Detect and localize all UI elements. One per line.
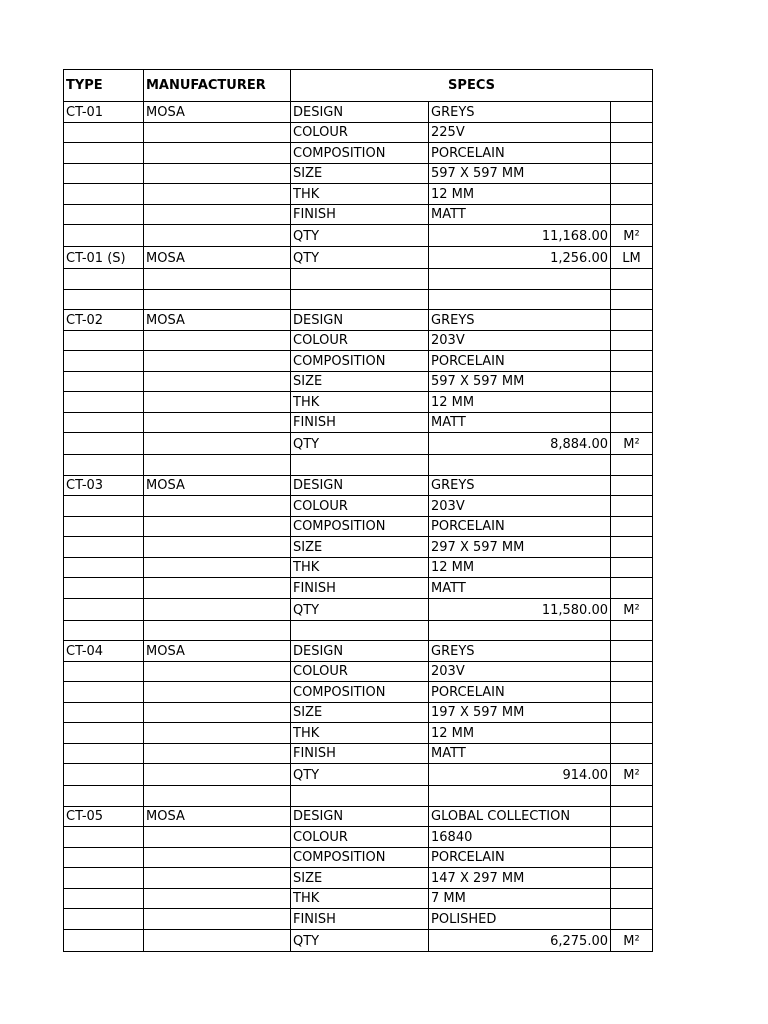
spec-label-cell: THK xyxy=(291,557,429,578)
manufacturer-cell xyxy=(144,351,291,372)
type-cell: CT-05 xyxy=(64,806,144,827)
spec-label-cell xyxy=(291,455,429,476)
table-row xyxy=(64,102,653,123)
spec-label-cell: QTY xyxy=(291,433,429,455)
spec-label-cell: FINISH xyxy=(291,204,429,225)
spec-value-cell: PORCELAIN xyxy=(429,847,611,868)
type-cell xyxy=(64,184,144,205)
spec-label-cell: FINISH xyxy=(291,412,429,433)
spec-value-cell: 12 MM xyxy=(429,184,611,205)
unit-cell: M² xyxy=(611,598,653,620)
spec-value-cell: MATT xyxy=(429,204,611,225)
table-row xyxy=(64,247,653,269)
spec-label-cell: SIZE xyxy=(291,537,429,558)
manufacturer-cell xyxy=(144,289,291,310)
manufacturer-cell xyxy=(144,204,291,225)
spec-value-cell: POLISHED xyxy=(429,909,611,930)
manufacturer-cell xyxy=(144,786,291,807)
manufacturer-cell: MOSA xyxy=(144,310,291,331)
spec-value-cell: 1,256.00 xyxy=(429,247,611,269)
manufacturer-cell xyxy=(144,516,291,537)
type-cell xyxy=(64,786,144,807)
type-cell xyxy=(64,433,144,455)
table-row xyxy=(64,475,653,496)
type-cell xyxy=(64,682,144,703)
spec-label-cell xyxy=(291,786,429,807)
table-row xyxy=(64,122,653,143)
unit-cell: LM xyxy=(611,247,653,269)
unit-cell xyxy=(611,578,653,599)
spec-label-cell: QTY xyxy=(291,929,429,951)
spec-label-cell: THK xyxy=(291,723,429,744)
manufacturer-cell: MOSA xyxy=(144,247,291,269)
unit-cell xyxy=(611,475,653,496)
table-row xyxy=(64,412,653,433)
spec-label-cell: COMPOSITION xyxy=(291,143,429,164)
unit-cell xyxy=(611,496,653,517)
manufacturer-cell xyxy=(144,578,291,599)
unit-cell xyxy=(611,620,653,641)
spec-value-cell: 16840 xyxy=(429,827,611,848)
manufacturer-cell xyxy=(144,496,291,517)
table-row xyxy=(64,496,653,517)
table-row xyxy=(64,598,653,620)
spec-value-cell: GREYS xyxy=(429,102,611,123)
tile-schedule-table xyxy=(63,69,653,952)
manufacturer-cell xyxy=(144,433,291,455)
unit-cell xyxy=(611,537,653,558)
spec-value-cell: 597 X 597 MM xyxy=(429,371,611,392)
manufacturer-cell xyxy=(144,723,291,744)
type-cell xyxy=(64,496,144,517)
spec-label-cell: THK xyxy=(291,888,429,909)
unit-cell xyxy=(611,204,653,225)
spec-value-cell: 297 X 597 MM xyxy=(429,537,611,558)
manufacturer-cell xyxy=(144,764,291,786)
table-row xyxy=(64,537,653,558)
unit-cell xyxy=(611,455,653,476)
manufacturer-cell: MOSA xyxy=(144,806,291,827)
manufacturer-cell xyxy=(144,888,291,909)
type-cell xyxy=(64,330,144,351)
unit-cell xyxy=(611,412,653,433)
spec-value-cell: GREYS xyxy=(429,310,611,331)
type-cell xyxy=(64,392,144,413)
spec-value-cell: 8,884.00 xyxy=(429,433,611,455)
manufacturer-cell xyxy=(144,847,291,868)
manufacturer-cell xyxy=(144,682,291,703)
spec-label-cell: SIZE xyxy=(291,702,429,723)
spec-value-cell: GREYS xyxy=(429,641,611,662)
unit-cell: M² xyxy=(611,764,653,786)
spec-value-cell xyxy=(429,620,611,641)
spec-label-cell: DESIGN xyxy=(291,641,429,662)
spec-value-cell xyxy=(429,455,611,476)
table-row xyxy=(64,184,653,205)
table-row xyxy=(64,578,653,599)
spec-label-cell: THK xyxy=(291,184,429,205)
spec-label-cell xyxy=(291,289,429,310)
spec-value-cell: PORCELAIN xyxy=(429,351,611,372)
table-row xyxy=(64,847,653,868)
spec-value-cell xyxy=(429,786,611,807)
type-cell xyxy=(64,371,144,392)
manufacturer-cell xyxy=(144,122,291,143)
table-row xyxy=(64,269,653,290)
type-cell xyxy=(64,289,144,310)
unit-cell xyxy=(611,330,653,351)
spec-value-cell: 203V xyxy=(429,330,611,351)
unit-cell: M² xyxy=(611,433,653,455)
table-row xyxy=(64,225,653,247)
unit-cell xyxy=(611,702,653,723)
table-row xyxy=(64,868,653,889)
type-cell xyxy=(64,702,144,723)
spec-value-cell: 147 X 297 MM xyxy=(429,868,611,889)
unit-cell: M² xyxy=(611,929,653,951)
unit-cell xyxy=(611,371,653,392)
spec-value-cell: 203V xyxy=(429,661,611,682)
table-row xyxy=(64,641,653,662)
type-cell xyxy=(64,351,144,372)
manufacturer-cell: MOSA xyxy=(144,475,291,496)
type-cell xyxy=(64,225,144,247)
type-cell xyxy=(64,455,144,476)
table-row xyxy=(64,330,653,351)
table-row xyxy=(64,743,653,764)
type-cell xyxy=(64,847,144,868)
spec-value-cell: 7 MM xyxy=(429,888,611,909)
spec-label-cell: QTY xyxy=(291,598,429,620)
table-row xyxy=(64,786,653,807)
spec-label-cell: DESIGN xyxy=(291,310,429,331)
unit-cell xyxy=(611,661,653,682)
spec-value-cell: MATT xyxy=(429,578,611,599)
table-row xyxy=(64,516,653,537)
manufacturer-cell xyxy=(144,143,291,164)
unit-cell xyxy=(611,743,653,764)
unit-cell xyxy=(611,269,653,290)
table-row xyxy=(64,682,653,703)
type-cell xyxy=(64,620,144,641)
spec-label-cell: FINISH xyxy=(291,909,429,930)
spec-value-cell: 11,580.00 xyxy=(429,598,611,620)
type-cell xyxy=(64,723,144,744)
unit-cell xyxy=(611,289,653,310)
unit-cell xyxy=(611,827,653,848)
spec-value-cell: 6,275.00 xyxy=(429,929,611,951)
type-cell: CT-02 xyxy=(64,310,144,331)
unit-cell xyxy=(611,557,653,578)
type-cell xyxy=(64,764,144,786)
spec-label-cell: SIZE xyxy=(291,868,429,889)
table-row xyxy=(64,204,653,225)
unit-cell xyxy=(611,163,653,184)
unit-cell xyxy=(611,847,653,868)
unit-cell xyxy=(611,516,653,537)
type-cell xyxy=(64,929,144,951)
spec-label-cell: FINISH xyxy=(291,578,429,599)
table-row xyxy=(64,557,653,578)
header-type: TYPE xyxy=(64,70,144,102)
spec-label-cell: QTY xyxy=(291,764,429,786)
spec-value-cell: 12 MM xyxy=(429,723,611,744)
manufacturer-cell xyxy=(144,184,291,205)
table-row xyxy=(64,929,653,951)
manufacturer-cell xyxy=(144,412,291,433)
unit-cell xyxy=(611,806,653,827)
spec-value-cell: 11,168.00 xyxy=(429,225,611,247)
manufacturer-cell xyxy=(144,661,291,682)
type-cell xyxy=(64,661,144,682)
table-row xyxy=(64,433,653,455)
spec-value-cell: 225V xyxy=(429,122,611,143)
manufacturer-cell xyxy=(144,909,291,930)
manufacturer-cell: MOSA xyxy=(144,641,291,662)
spec-value-cell: GLOBAL COLLECTION xyxy=(429,806,611,827)
spec-value-cell xyxy=(429,289,611,310)
table-row xyxy=(64,827,653,848)
table-row xyxy=(64,661,653,682)
spec-label-cell xyxy=(291,269,429,290)
spec-label-cell: COLOUR xyxy=(291,496,429,517)
type-cell xyxy=(64,557,144,578)
manufacturer-cell xyxy=(144,743,291,764)
spec-label-cell: QTY xyxy=(291,225,429,247)
spec-value-cell xyxy=(429,269,611,290)
manufacturer-cell xyxy=(144,929,291,951)
unit-cell xyxy=(611,392,653,413)
spec-value-cell: GREYS xyxy=(429,475,611,496)
manufacturer-cell xyxy=(144,371,291,392)
spec-label-cell: QTY xyxy=(291,247,429,269)
type-cell xyxy=(64,888,144,909)
header-row xyxy=(64,70,653,102)
manufacturer-cell xyxy=(144,455,291,476)
header-specs: SPECS xyxy=(291,70,653,102)
manufacturer-cell xyxy=(144,225,291,247)
type-cell xyxy=(64,909,144,930)
spec-label-cell: COMPOSITION xyxy=(291,516,429,537)
manufacturer-cell: MOSA xyxy=(144,102,291,123)
type-cell xyxy=(64,269,144,290)
manufacturer-cell xyxy=(144,598,291,620)
header-manufacturer: MANUFACTURER xyxy=(144,70,291,102)
unit-cell xyxy=(611,786,653,807)
spec-label-cell: COLOUR xyxy=(291,661,429,682)
table-row xyxy=(64,723,653,744)
type-cell: CT-01 (S) xyxy=(64,247,144,269)
spec-label-cell: COLOUR xyxy=(291,827,429,848)
table-row xyxy=(64,289,653,310)
type-cell xyxy=(64,743,144,764)
type-cell xyxy=(64,204,144,225)
spec-label-cell xyxy=(291,620,429,641)
unit-cell xyxy=(611,888,653,909)
manufacturer-cell xyxy=(144,620,291,641)
table-row xyxy=(64,143,653,164)
spec-label-cell: SIZE xyxy=(291,163,429,184)
spec-value-cell: PORCELAIN xyxy=(429,143,611,164)
manufacturer-cell xyxy=(144,269,291,290)
type-cell xyxy=(64,868,144,889)
table-row xyxy=(64,163,653,184)
spec-label-cell: COMPOSITION xyxy=(291,682,429,703)
spec-label-cell: COLOUR xyxy=(291,122,429,143)
spec-value-cell: 12 MM xyxy=(429,557,611,578)
manufacturer-cell xyxy=(144,557,291,578)
type-cell xyxy=(64,537,144,558)
table-row xyxy=(64,371,653,392)
manufacturer-cell xyxy=(144,537,291,558)
unit-cell xyxy=(611,868,653,889)
spec-label-cell: DESIGN xyxy=(291,102,429,123)
manufacturer-cell xyxy=(144,163,291,184)
table-row xyxy=(64,702,653,723)
type-cell xyxy=(64,163,144,184)
spec-label-cell: SIZE xyxy=(291,371,429,392)
manufacturer-cell xyxy=(144,702,291,723)
unit-cell xyxy=(611,143,653,164)
spec-label-cell: DESIGN xyxy=(291,806,429,827)
unit-cell xyxy=(611,351,653,372)
type-cell xyxy=(64,598,144,620)
unit-cell xyxy=(611,102,653,123)
spec-value-cell: 197 X 597 MM xyxy=(429,702,611,723)
table-row xyxy=(64,806,653,827)
type-cell xyxy=(64,412,144,433)
manufacturer-cell xyxy=(144,330,291,351)
unit-cell xyxy=(611,310,653,331)
unit-cell xyxy=(611,682,653,703)
type-cell xyxy=(64,122,144,143)
table-row xyxy=(64,351,653,372)
unit-cell xyxy=(611,641,653,662)
spec-value-cell: 597 X 597 MM xyxy=(429,163,611,184)
spec-value-cell: 12 MM xyxy=(429,392,611,413)
manufacturer-cell xyxy=(144,827,291,848)
spec-label-cell: COMPOSITION xyxy=(291,847,429,868)
type-cell xyxy=(64,143,144,164)
spec-value-cell: MATT xyxy=(429,743,611,764)
spec-value-cell: 914.00 xyxy=(429,764,611,786)
spec-value-cell: MATT xyxy=(429,412,611,433)
table-row xyxy=(64,888,653,909)
table-row xyxy=(64,909,653,930)
type-cell xyxy=(64,516,144,537)
unit-cell xyxy=(611,723,653,744)
type-cell xyxy=(64,578,144,599)
unit-cell xyxy=(611,909,653,930)
spec-value-cell: PORCELAIN xyxy=(429,516,611,537)
manufacturer-cell xyxy=(144,392,291,413)
table-row xyxy=(64,764,653,786)
spec-label-cell: FINISH xyxy=(291,743,429,764)
spec-value-cell: 203V xyxy=(429,496,611,517)
spec-label-cell: THK xyxy=(291,392,429,413)
table-row xyxy=(64,455,653,476)
manufacturer-cell xyxy=(144,868,291,889)
table-body xyxy=(64,102,653,952)
unit-cell: M² xyxy=(611,225,653,247)
spec-label-cell: COLOUR xyxy=(291,330,429,351)
unit-cell xyxy=(611,184,653,205)
table-row xyxy=(64,310,653,331)
type-cell: CT-01 xyxy=(64,102,144,123)
table-row xyxy=(64,620,653,641)
spec-label-cell: COMPOSITION xyxy=(291,351,429,372)
type-cell: CT-03 xyxy=(64,475,144,496)
type-cell: CT-04 xyxy=(64,641,144,662)
spec-value-cell: PORCELAIN xyxy=(429,682,611,703)
spec-label-cell: DESIGN xyxy=(291,475,429,496)
table-row xyxy=(64,392,653,413)
unit-cell xyxy=(611,122,653,143)
type-cell xyxy=(64,827,144,848)
